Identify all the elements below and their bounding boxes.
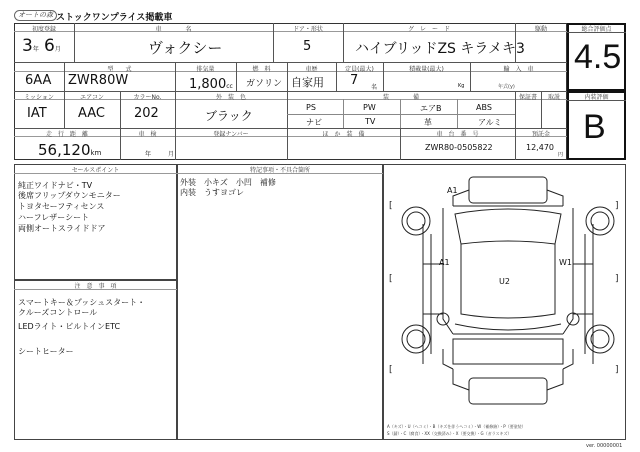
page-title: ストックワンプライス掲載車 (56, 13, 173, 23)
equip-leather: 革 (424, 118, 432, 127)
label-first-reg: 初度登録 (31, 26, 56, 33)
exterior-color-value: ブラック (205, 109, 253, 123)
import-note: 年式(y) (498, 84, 515, 90)
label-other-equipment: ほ か 装 備 (322, 131, 365, 138)
year-unit: 年 (32, 46, 39, 53)
bracket-tr: ] (615, 201, 619, 211)
mileage-value (38, 140, 101, 159)
note-1: スマートキー＆プッシュスタート・ (18, 298, 146, 307)
version-label: ver. 00000001 (586, 443, 623, 449)
label-color-no: カラーNo. (133, 94, 162, 101)
displacement-value (189, 73, 233, 92)
mark-top-a1: A1 (447, 186, 458, 195)
special-note-1: 外装 小キズ 小凹 補修 (180, 178, 276, 187)
sales-point-2: 後席フリップダウンモニター (18, 191, 121, 200)
note-5: シートヒーター (18, 347, 74, 356)
label-import: 輸 入 車 (503, 66, 534, 73)
mission-value: IAT (27, 106, 47, 121)
sales-point-1: 純正ワイドナビ・TV (18, 181, 93, 190)
note-2: クルーズコントロール (18, 308, 98, 317)
aircon-value: AAC (78, 106, 105, 121)
shaken-year: 年 (145, 151, 152, 158)
label-displacement: 排気量 (196, 66, 215, 73)
label-fuel: 燃 料 (252, 66, 271, 73)
equip-ps: PS (306, 103, 316, 112)
interior-score: B (583, 108, 606, 146)
sales-point-5: 両側オートスライドドア (18, 224, 106, 233)
month-num: 6 (43, 36, 55, 56)
label-notes: 注 意 事 項 (74, 283, 117, 290)
capacity-value: 7 (350, 73, 359, 88)
label-price: 預託金 (531, 131, 550, 138)
equip-alumi: アルミ (478, 118, 502, 127)
displacement-num: 1,800 (189, 77, 227, 92)
model-prefix: 6AA (25, 73, 52, 88)
note-3: LEDライト・ビルトインETC (18, 322, 121, 331)
special-note-2: 内装 うすヨゴレ (180, 188, 244, 197)
special-notes-box (177, 164, 383, 440)
label-doors: ドア・形状 (293, 26, 323, 33)
label-grade: グ レ ー ド (407, 26, 450, 33)
label-model: 型 式 (107, 66, 132, 73)
header-logo (14, 10, 57, 21)
mark-right-w1: W1 (559, 258, 572, 267)
label-name: 車 名 (155, 26, 192, 33)
label-shaken: 車 検 (138, 131, 157, 138)
bracket-ml: [ (389, 274, 393, 284)
capacity-unit: 名 (371, 84, 378, 91)
shaken-month: 月 (168, 151, 175, 158)
legend-line-1: A（キズ）・U（ヘコミ）・B（キズを伴うヘコミ）・W（補修跡）・P（要塗装） (387, 424, 526, 429)
month-unit: 月 (54, 46, 61, 53)
sales-point-4: ハーフレザーシート (18, 213, 90, 222)
label-overall: 総合評価点 (581, 26, 612, 33)
label-warranty: 保証書 (518, 94, 537, 101)
equip-navi: ナビ (306, 118, 322, 127)
fuel-value: ガソリン (246, 79, 283, 89)
displacement-unit: cc (226, 83, 233, 90)
label-drive: 駆動 (534, 26, 547, 33)
sales-point-3: トヨタセーフティセンス (18, 202, 105, 211)
mileage-num: 56,120 (38, 141, 91, 159)
bracket-tl: [ (389, 201, 393, 211)
bracket-br: ] (615, 365, 619, 375)
year-num: 3 (22, 36, 33, 56)
logo-text: オートの森 (18, 11, 53, 19)
label-special-notes: 特記事項・不具合箇所 (249, 167, 310, 174)
load-unit: Kg (458, 83, 465, 89)
legend-line-2: S（錆）・C（腐食）・XX（交換済み）・X（要交換）・G（ガラスキズ） (387, 431, 512, 436)
label-usage: 車歴 (305, 66, 318, 73)
label-aircon: エアコン (80, 94, 104, 101)
chassis-value: ZWR80-0505822 (425, 143, 493, 152)
label-chassis: 車 台 番 号 (436, 131, 479, 138)
equip-pw: PW (363, 103, 376, 112)
equip-abs: ABS (476, 103, 492, 112)
label-capacity: 定員(最大) (345, 66, 374, 73)
label-reg-number: 登録ナンバー (213, 131, 249, 138)
label-exterior-color: 外 装 色 (215, 94, 246, 101)
equip-tv: TV (365, 117, 376, 126)
doors-value: 5 (303, 39, 312, 54)
label-sales-point: セールスポイント (71, 167, 120, 174)
bracket-mr: ] (615, 274, 619, 284)
bracket-bl: [ (389, 365, 393, 375)
car-diagram (383, 164, 626, 440)
label-mileage: 走 行 距 離 (45, 131, 88, 138)
mark-left-a1: A1 (439, 258, 450, 267)
label-mission: ミッション (24, 94, 54, 101)
car-name: ヴォクシー (148, 39, 223, 57)
equip-airbag: エアB (420, 104, 442, 113)
label-manual: 取説 (547, 94, 560, 101)
price-unit: 円 (558, 152, 564, 158)
mark-center-u2: U2 (499, 277, 510, 286)
label-load: 積載量(最大) (409, 66, 444, 73)
mileage-unit: km (90, 149, 102, 157)
grade-value: ハイブリッドZS キラメキ3 (355, 41, 525, 57)
color-no-value: 202 (134, 106, 159, 121)
label-interior: 内装評価 (584, 94, 609, 101)
price-value: 12,470 (526, 143, 554, 152)
label-equipment: 装 備 (382, 94, 419, 101)
model-value: ZWR80W (68, 73, 129, 88)
first-reg-value (22, 36, 61, 56)
usage-value: 自家用 (291, 76, 324, 89)
overall-score: 4.5 (574, 38, 622, 76)
